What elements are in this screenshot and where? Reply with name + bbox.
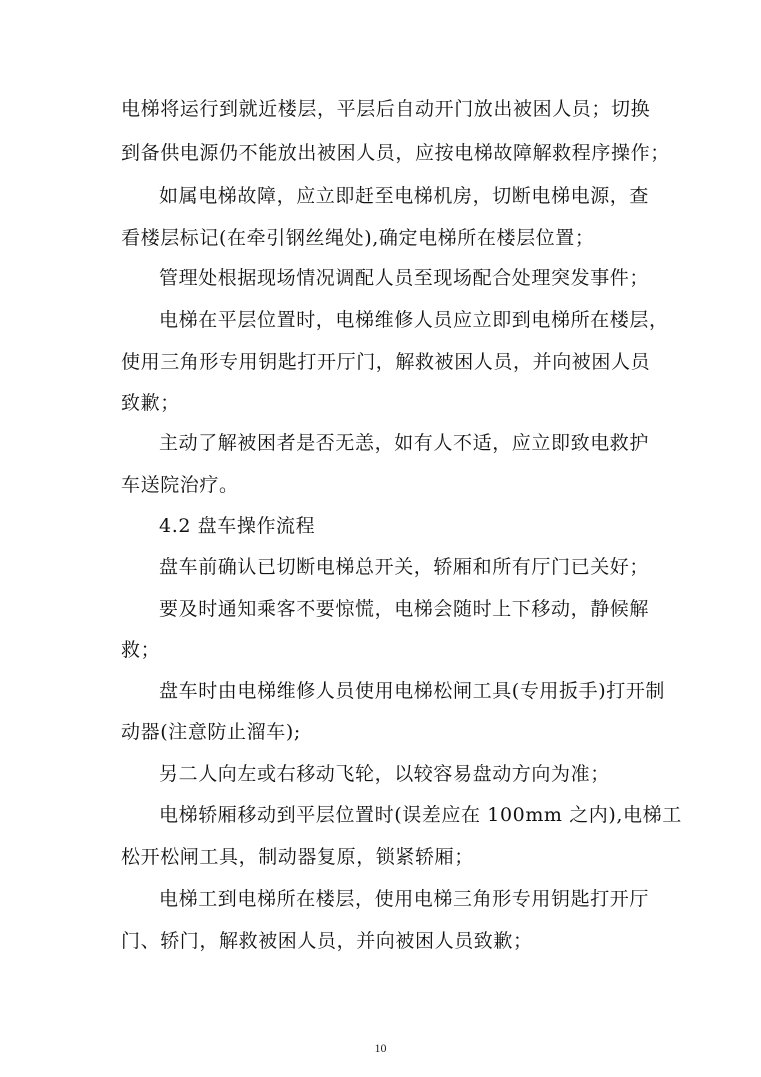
body-text-line: 救； (121, 639, 161, 661)
page-number: 10 (374, 1041, 387, 1055)
body-text-line: 使用三角形专用钥匙打开厅门，解救被困人员，并向被困人员 (121, 351, 651, 373)
body-text-line: 车送院治疗。 (121, 474, 239, 496)
body-text-line: 松开松闸工具，制动器复原，锁紧轿厢； (121, 846, 474, 868)
body-text-line: 主动了解被困者是否无恙，如有人不适，应立即致电救护 (159, 432, 650, 454)
body-text-line: 致歉； (121, 392, 180, 414)
body-text-line: 另二人向左或右移动飞轮，以较容易盘动方向为准； (159, 763, 610, 785)
body-text-line: 到备供电源仍不能放出被困人员，应按电梯故障解救程序操作； (121, 142, 670, 164)
body-text-line: 要及时通知乘客不要惊慌，电梯会随时上下移动，静候解 (159, 598, 650, 620)
body-text-line: 管理处根据现场情况调配人员至现场配合处理突发事件； (159, 267, 650, 289)
body-text-line: 门、轿门，解救被困人员，并向被困人员致歉； (121, 930, 533, 952)
body-text-line: 电梯工到电梯所在楼层，使用电梯三角形专用钥匙打开厅 (159, 888, 650, 910)
body-text-line: 电梯在平层位置时，电梯维修人员应立即到电梯所在楼层， (159, 309, 669, 331)
body-text-line: 电梯将运行到就近楼层，平层后自动开门放出被困人员；切换 (121, 98, 651, 120)
body-text-line: 电梯轿厢移动到平层位置时(误差应在 100mm 之内),电梯工 (159, 804, 682, 826)
body-text-line: 动器(注意防止溜车); (121, 721, 301, 743)
body-text-line: 盘车时由电梯维修人员使用电梯松闸工具(专用扳手)打开制 (159, 680, 666, 702)
body-text-line: 看楼层标记(在牵引钢丝绳处),确定电梯所在楼层位置； (121, 227, 595, 249)
body-text-line: 如属电梯故障，应立即赶至电梯机房，切断电梯电源，查 (159, 185, 650, 207)
body-text-line: 盘车前确认已切断电梯总开关，轿厢和所有厅门已关好； (159, 556, 650, 578)
section-heading: 4.2 盘车操作流程 (159, 515, 316, 537)
